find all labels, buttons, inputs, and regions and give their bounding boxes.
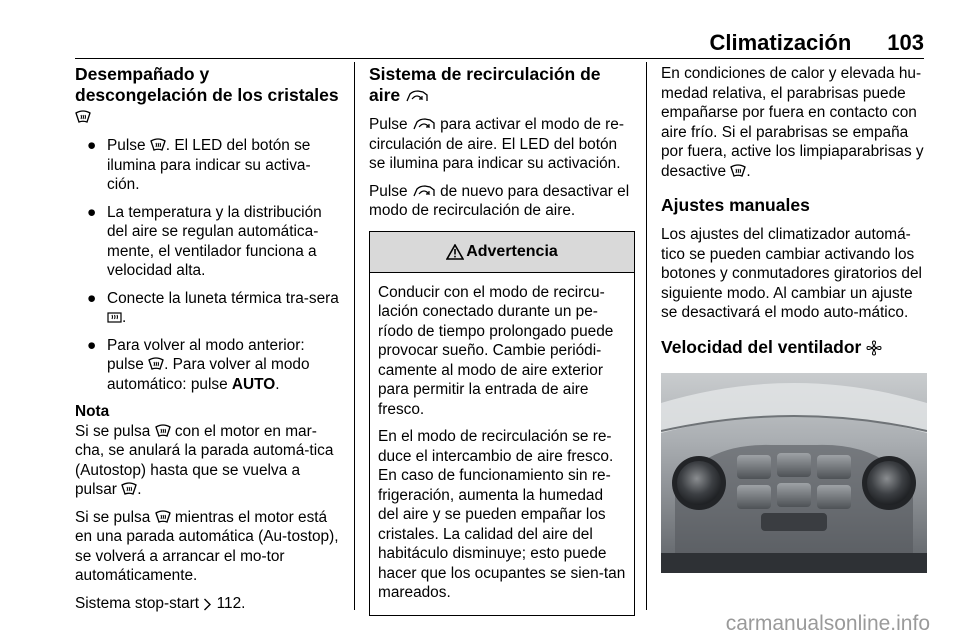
warning-header [370, 232, 634, 273]
header-rule [75, 58, 924, 59]
climate-control-panel-photo [661, 373, 927, 573]
reference-page-link[interactable]: 112. [216, 594, 246, 612]
column-2 [369, 64, 635, 616]
watermark: carmanualsonline.info [725, 612, 930, 635]
air-recirculation-icon [412, 118, 436, 132]
list-item: ● Conecte la luneta térmica tra-sera . [87, 289, 339, 326]
paragraph: Pulse de nuevo para desactivar el modo de recirculación de aire. [369, 182, 630, 219]
note-title: Nota [75, 403, 110, 420]
paragraph: En condiciones de calor y elevada hu-medad relativa, el parabrisas puede empañarse por fuera en contacto con aire frío. Si el parabrisas se empaña por fuera, active los limpiaparabrisas y desactive . [661, 65, 924, 180]
warning-title: Advertencia [466, 242, 558, 260]
page-number: 103 [887, 30, 924, 55]
windshield-defrost-icon [148, 357, 164, 372]
paragraph: Los ajustes del climatizador automá-tico se pueden cambiar activando los botones y conmutadores giratorios del siguiente modo. Al cambiar un ajuste se desactivará el modo auto-mático. [661, 226, 922, 321]
cross-reference: Sistema stop-start 112. [75, 594, 246, 612]
recirculation-heading: Sistema de recirculación de aire [369, 64, 601, 105]
air-recirculation-icon [405, 90, 429, 104]
page-title: Climatización [709, 30, 852, 55]
list-item: ● Para volver al modo anterior: pulse . Para volver al modo automático: pulse AUTO. [87, 336, 310, 393]
defrost-heading: Desempañado y descongelación de los cristales [75, 64, 340, 127]
fan-speed-heading: Velocidad del ventilador [661, 337, 927, 358]
column-3 [661, 64, 927, 578]
column-divider-2 [646, 62, 647, 610]
warning-triangle-icon [446, 244, 464, 260]
page-reference-arrow-icon [203, 598, 212, 611]
fan-icon [866, 340, 882, 356]
windshield-defrost-icon [75, 110, 91, 125]
paragraph: Pulse para activar el modo de re-circulación de aire. El LED del botón se ilumina para indicar su activación. [369, 116, 624, 172]
note-paragraph: Si se pulsa mientras el motor está en una parada automática (Au-tostop), se volverá a arrancar el mo-tor automáticamente. [75, 508, 339, 584]
warning-paragraph: Conducir con el modo de recircu-lación conectado durante un pe-ríodo de tiempo prolongado puede provocar sueño. Cambie periódi-camente al modo de aire exterior para permitir la entrada de aire fresco. [378, 283, 614, 418]
column-divider-1 [354, 62, 355, 610]
page-header [709, 26, 924, 56]
list-item: ● Pulse . El LED del botón se ilumina para indicar su activa-ción. [87, 137, 311, 193]
windshield-defrost-icon [155, 510, 171, 525]
warning-box [369, 231, 635, 616]
windshield-defrost-icon [150, 138, 166, 153]
note-paragraph: Si se pulsa con el motor en mar-cha, se anulará la parada automá-tica (Autostop) hasta que se vuelva a pulsar . [75, 422, 334, 498]
list-item: ● La temperatura y la distribución del aire se regulan automática-mente, el ventilador funciona a velocidad alta. [87, 203, 322, 279]
warning-paragraph: En el modo de recirculación se re-duce el intercambio de aire fresco. En caso de funcionamiento sin re-frigeración, aumenta la humedad del aire y se pueden empañar los cristales. La calidad del aire del habitáculo disminuye; esto puede hacer que los ocupantes se sien-tan mareados. [378, 428, 626, 601]
windshield-defrost-icon [155, 424, 171, 439]
manual-settings-heading: Ajustes manuales [661, 195, 810, 215]
windshield-defrost-icon [121, 482, 137, 497]
rear-window-defrost-icon [107, 311, 122, 325]
air-recirculation-icon [412, 185, 436, 199]
column-1 [75, 64, 340, 621]
warning-body [370, 273, 634, 615]
auto-label: AUTO [231, 375, 276, 393]
windshield-defrost-icon [730, 164, 746, 179]
